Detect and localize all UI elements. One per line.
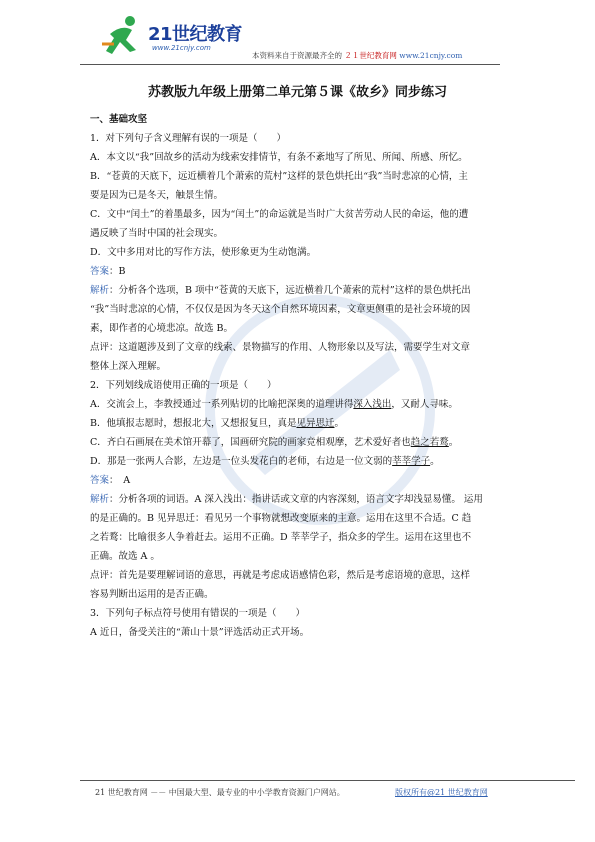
q1-analysis-line1	[90, 281, 508, 300]
q2-d-idiom: 莘莘学子	[392, 456, 431, 467]
header-note-url[interactable]: www.21cnjy.com	[399, 51, 463, 60]
q2-c-idiom: 趋之若鹜	[410, 437, 449, 448]
logo-text: 21世纪教育	[148, 24, 243, 45]
header-note-site[interactable]: ２１世纪教育网	[344, 51, 397, 60]
q1-analysis-line2: “我”当时悲凉的心情，不仅仅是因为冬天这个自然环境因素，文章更侧重的是社会环境的因	[90, 304, 471, 315]
q1-option-a: A．本文以“我”回故乡的活动为线索安排情节，有条不紊地写了所见、所闻、所感、所忆。	[90, 152, 468, 163]
q2-a-idiom: 深入浅出	[353, 399, 392, 410]
site-logo[interactable]	[100, 14, 250, 58]
page-header	[80, 12, 500, 62]
q2-d-text: D．那是一张两人合影，左边是一位头发花白的老师，右边是一位文弱的	[90, 456, 393, 467]
q2-a-end: ，又耐人寻味。	[391, 399, 458, 410]
q2-d-end: 。	[430, 456, 440, 467]
header-note	[252, 50, 462, 61]
exercise-content	[90, 110, 508, 642]
q2-option-c	[90, 433, 508, 452]
q3-stem: 3．下列句子标点符号使用有错误的一项是（ ）	[90, 608, 306, 619]
q2-b-end: 。	[334, 418, 345, 429]
q1-analysis-label: 解析	[90, 285, 110, 296]
q2-comment-line1: 点评：首先是要理解词语的意思，再就是考虑成语感情色彩，然后是考虑语境的意思，这样	[90, 570, 471, 581]
section-heading: 一、基础攻坚	[90, 114, 148, 125]
header-note-prefix: 本资料来自于资源最齐全的	[252, 51, 342, 60]
q2-answer	[90, 471, 508, 490]
q1-option-d: D．文中多用对比的写作方法，使形象更为生动饱满。	[90, 247, 317, 258]
q2-analysis-text: ：分析各项的词语。A 深入浅出：指讲话或文章的内容深刻，语言文字却浅显易懂。 运用	[109, 494, 483, 505]
q3-option-a: A 近日，备受关注的“萧山十景”评选活动正式开场。	[90, 627, 310, 638]
logo-url: www.21cnjy.com	[152, 44, 211, 52]
q2-option-b	[90, 414, 508, 433]
q2-b-idiom: 见异思迁	[296, 418, 335, 429]
q1-option-c-line2: 遇反映了当时中国的社会现实。	[90, 228, 224, 239]
q2-b-text: B．他填报志愿时，想报北大，又想报复旦，真是	[90, 418, 297, 429]
q2-analysis-line3: 之若鹜：比喻很多人争着赶去。运用不正确。D 莘莘学子，指众多的学生。运用在这里也不	[90, 532, 472, 543]
runner-logo-icon	[100, 14, 146, 58]
q1-option-b-line1: B．“苍黄的天底下，远近横着几个萧索的荒村”这样的景色烘托出“我”当时悲凉的心情，主	[90, 171, 468, 182]
q2-analysis-line1	[90, 490, 508, 509]
q2-comment-line2: 容易判断出运用的是否正确。	[90, 589, 214, 600]
q2-analysis-line4: 正确。故选 A 。	[90, 551, 160, 562]
q2-answer-label: 答案	[90, 475, 110, 486]
q1-answer-value: ：B	[109, 266, 126, 277]
q2-option-d	[90, 452, 508, 471]
q2-c-text: C．齐白石画展在美术馆开幕了，国画研究院的画家竞相观摩，艺术爱好者也	[90, 437, 411, 448]
q1-answer-label: 答案	[90, 266, 110, 277]
q2-c-end: 。	[448, 437, 459, 448]
q1-comment-line2: 整体上深入理解。	[90, 361, 167, 372]
footer-copyright-link[interactable]: 版权所有@21 世纪教育网	[395, 788, 488, 797]
q1-comment-line1: 点评：这道题涉及到了文章的线索、景物描写的作用、人物形象以及写法，需要学生对文章	[90, 342, 471, 353]
q2-answer-value: ： A	[109, 475, 131, 486]
q2-a-text: A．交流会上，李教授通过一系列贴切的比喻把深奥的道理讲得	[90, 399, 354, 410]
q1-option-b-line2: 要是因为已是冬天，触景生情。	[90, 190, 224, 201]
footer-text: 21 世纪教育网 －－ 中国最大型、最专业的中小学教育资源门户网站。	[95, 788, 345, 797]
footer-divider	[80, 780, 575, 781]
q2-stem: 2．下列划线成语使用正确的一项是（ ）	[90, 380, 277, 391]
page-title: 苏教版九年级上册第二单元第５课《故乡》同步练习	[147, 85, 447, 100]
q2-analysis-line2: 的是正确的。B 见异思迁：看见另一个事物就想改变原来的主意。运用在这里不合适。C 趋	[90, 513, 472, 524]
header-divider	[80, 64, 500, 65]
q2-option-a	[90, 395, 508, 414]
q1-analysis-text: ：分析各个选项，B 项中“苍黄的天底下，远近横着几个萧索的荒村”这样的景色烘托出	[109, 285, 471, 296]
q1-option-c-line1: C．文中“闰土”的着墨最多，因为“闰土”的命运就是当时广大贫苦劳动人民的命运，他的遭	[90, 209, 469, 220]
q1-stem: 1．对下列句子含义理解有误的一项是（ ）	[90, 133, 287, 144]
q1-analysis-line3: 素，即作者的心境悲凉。故选 B。	[90, 323, 234, 334]
q1-answer	[90, 262, 508, 281]
q2-analysis-label: 解析	[90, 494, 110, 505]
